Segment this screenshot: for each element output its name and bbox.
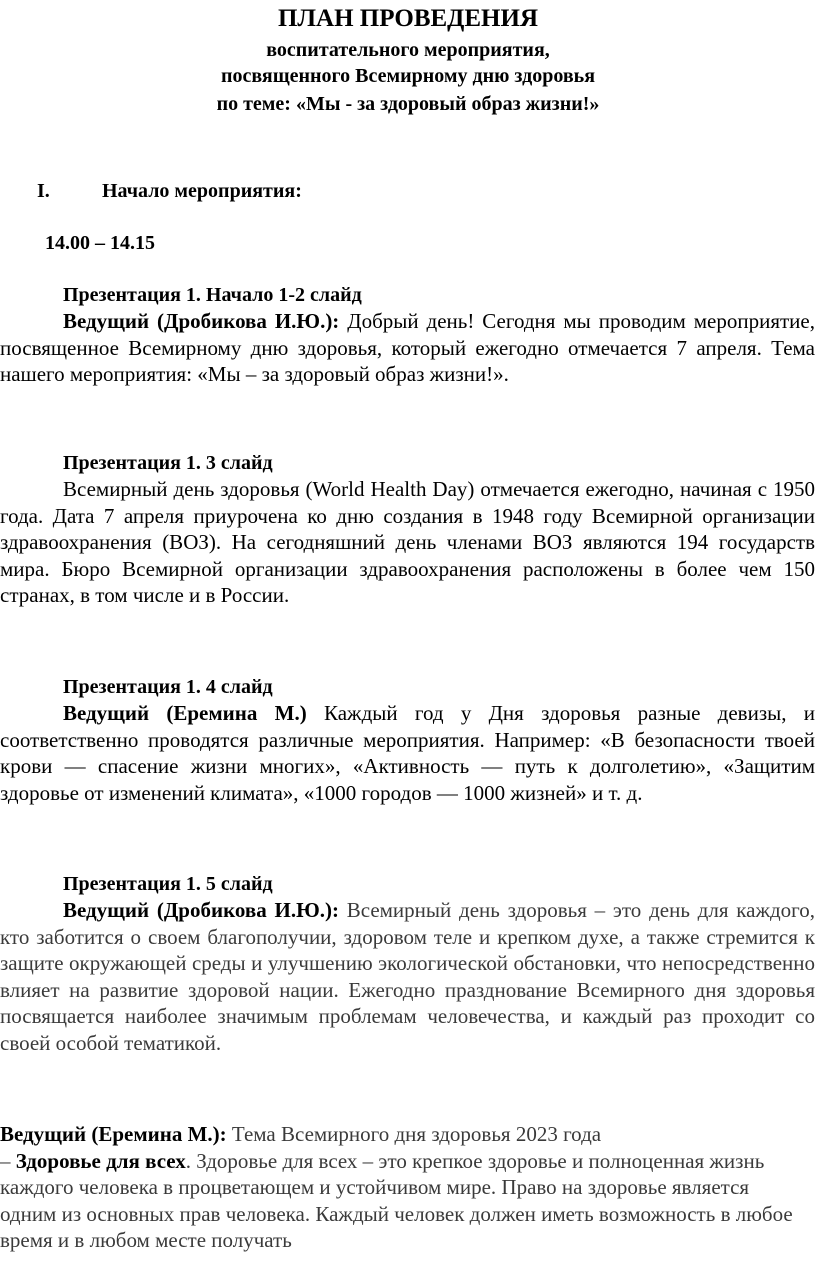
speaker-label: Ведущий (Дробикова И.Ю.): (63, 898, 339, 922)
dash: – (0, 1148, 16, 1173)
slide-heading-2: Презентация 1. 3 слайд (63, 452, 273, 474)
paragraph-5 (0, 1121, 800, 1254)
slide-heading-1: Презентация 1. Начало 1-2 слайд (63, 284, 362, 306)
subtitle-line-1: воспитательного мероприятия, (266, 39, 550, 61)
speaker-label: Ведущий (Еремина М.) (63, 701, 307, 725)
paragraph-text: Каждый год у Дня здоровья разные девизы, и соответственно проводятся различные мероприятия. Например: «В безопасности твоей крови — спасение жизни многих», «Активность — путь к долголетию», «Защитим здоровье от изменений климата», «1000 городов — 1000 жизней» и т. д. (0, 701, 816, 805)
theme-name: Здоровье для всех (15, 1148, 186, 1173)
subtitle-line-2: посвященного Всемирному дню здоровья (220, 65, 596, 87)
paragraph-text: Тема Всемирного дня здоровья 2023 года (226, 1122, 602, 1146)
slide-heading-3: Презентация 1. 4 слайд (63, 676, 273, 698)
paragraph-3 (0, 700, 815, 806)
document-title: ПЛАН ПРОВЕДЕНИЯ (277, 5, 538, 32)
speaker-label: Ведущий (Дробикова И.Ю.): (63, 309, 340, 333)
section-number: I. (37, 180, 50, 202)
time-range: 14.00 – 14.15 (45, 232, 155, 254)
paragraph-text: Добрый день! Сегодня мы проводим мероприятие, посвященное Всемирному дню здоровья, который ежегодно отмечается 7 апреля. Тема нашего мероприятия: «Мы – за здоровый образ жизни!». (0, 309, 815, 387)
speaker-label: Ведущий (Еремина М.): (0, 1122, 227, 1146)
paragraph-1 (0, 308, 815, 388)
slide-heading-4: Презентация 1. 5 слайд (63, 873, 273, 895)
section-title: Начало мероприятия: (102, 180, 302, 202)
paragraph-text-cont: . Здоровье для всех – это крепкое здоровье и полноценная жизнь каждого человека в процветающем и устойчивом мире. Право на здоровье является одним из основных прав человека. Каждый человек должен иметь возможность в любое время и в любом месте получать (0, 1148, 793, 1253)
subtitle-line-3: по теме: «Мы - за здоровый образ жизни!» (216, 93, 600, 115)
paragraph-4 (0, 897, 815, 1057)
paragraph-text: Всемирный день здоровья (World Health Day) отмечается ежегодно, начиная с 1950 года. Дата 7 апреля приурочена ко дню создания в 1948 году Всемирной организации здравоохранения (ВОЗ). На сегодняшний день членами ВОЗ являются 194 государств мира. Бюро Всемирной организации здравоохранения расположены в более чем 150 странах, в том числе и в России. (0, 477, 815, 608)
section-heading (37, 178, 302, 204)
paragraph-2 (0, 476, 815, 609)
paragraph-text: Всемирный день здоровья – это день для каждого, кто заботится о своем благополучии, здоровом теле и крепком духе, а также стремится к защите окружающей среды и улучшению экологической обстановки, что непосредственно влияет на развитие здоровой нации. Ежегодно празднование Всемирного дня здоровья посвящается наиболее значимым проблемам человечества, и каждый раз проходит со своей особой тематикой. (0, 898, 815, 1055)
